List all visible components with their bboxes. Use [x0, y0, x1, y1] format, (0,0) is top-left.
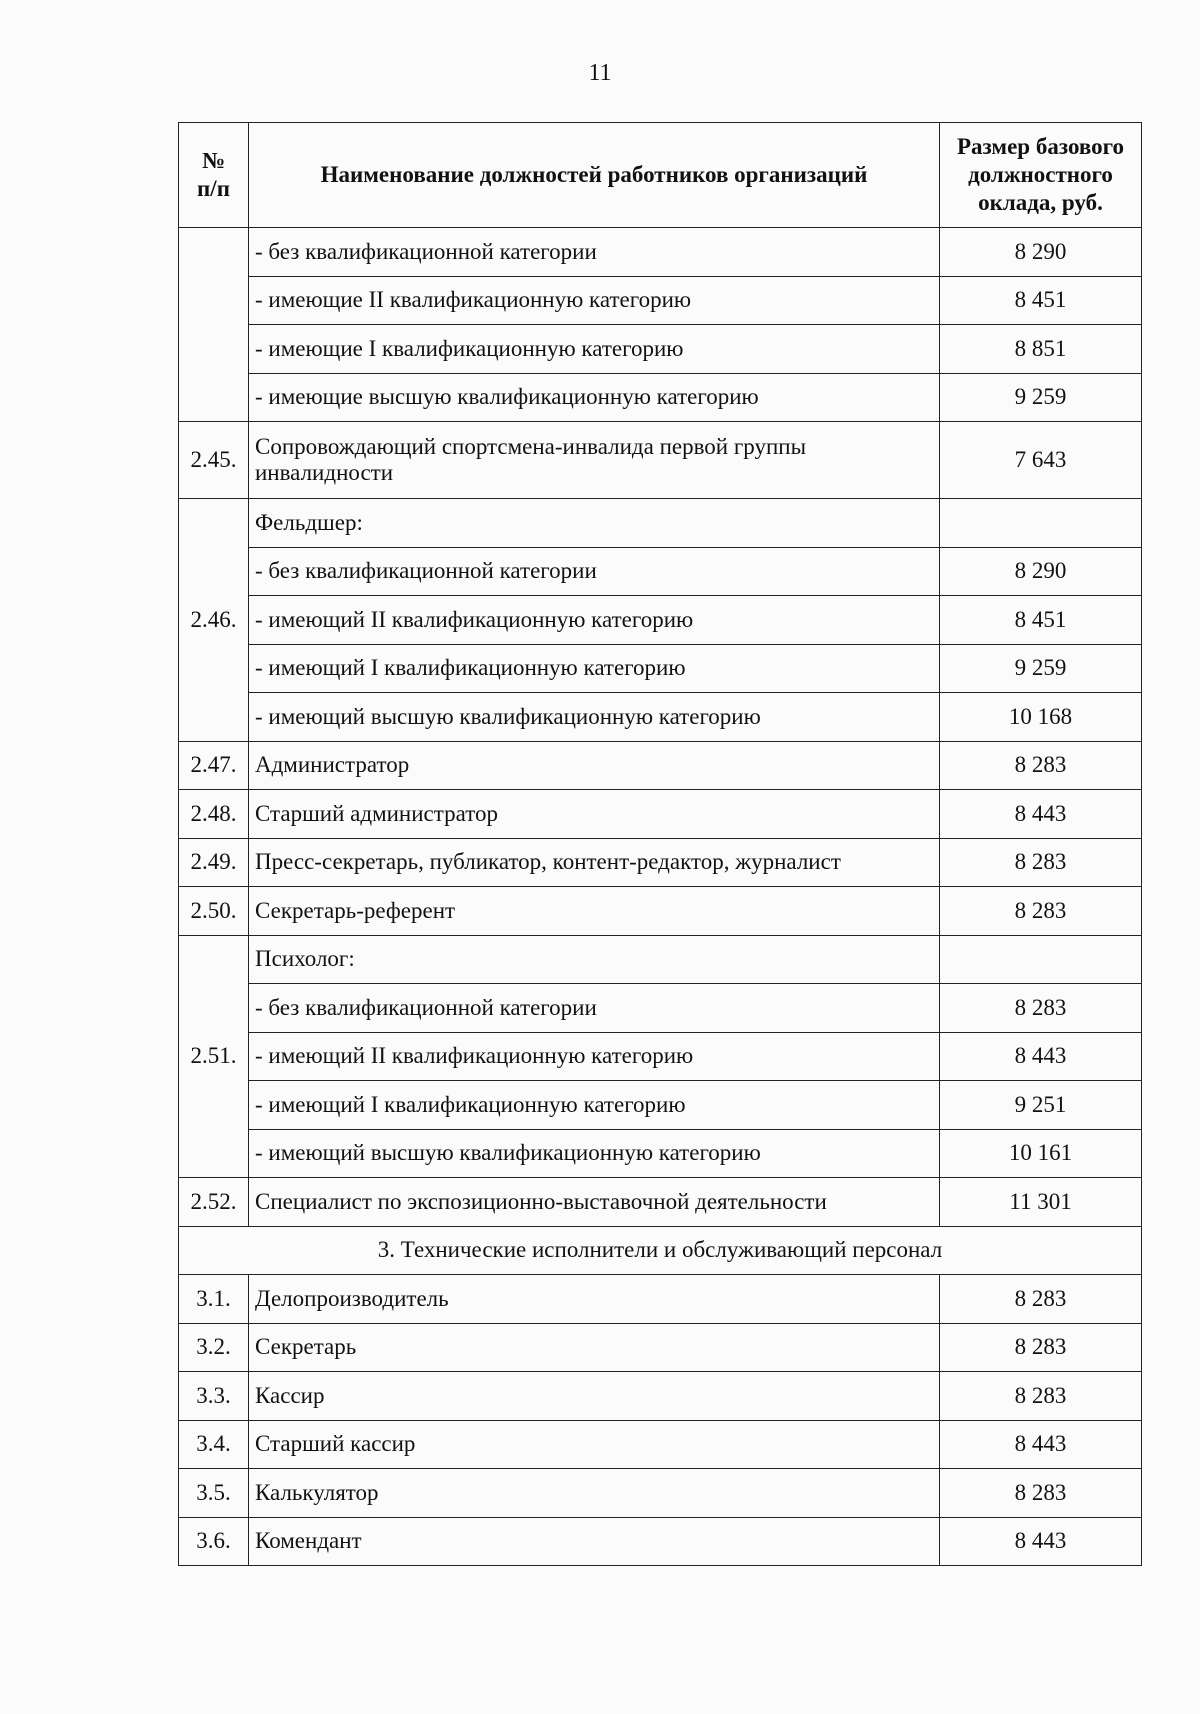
base-salary: 9 259	[940, 373, 1142, 422]
page-number: 11	[588, 60, 612, 86]
table-row	[179, 741, 1142, 790]
table-row	[179, 1178, 1142, 1227]
position-name: Комендант	[249, 1517, 940, 1566]
position-name: Психолог:	[249, 935, 940, 984]
table-row	[179, 596, 1142, 645]
row-number: 2.51.	[179, 935, 249, 1178]
table-row	[179, 1129, 1142, 1178]
base-salary: 8 283	[940, 1469, 1142, 1518]
header-position-name: Наименование должностей работников организаций	[249, 123, 940, 228]
salary-table	[178, 122, 1142, 1566]
row-number: 3.2.	[179, 1323, 249, 1372]
table-row	[179, 373, 1142, 422]
table-row	[179, 1323, 1142, 1372]
position-name: - имеющие I квалификационную категорию	[249, 325, 940, 374]
base-salary: 8 443	[940, 1032, 1142, 1081]
base-salary: 8 283	[940, 741, 1142, 790]
row-number: 2.46.	[179, 499, 249, 742]
header-num-line: п/п	[197, 176, 230, 201]
base-salary: 7 643	[940, 422, 1142, 499]
base-salary: 8 283	[940, 1323, 1142, 1372]
row-number: 3.1.	[179, 1275, 249, 1324]
table-row	[179, 887, 1142, 936]
row-number: 2.50.	[179, 887, 249, 936]
position-name: - без квалификационной категории	[249, 547, 940, 596]
table-row	[179, 1372, 1142, 1421]
base-salary	[940, 499, 1142, 548]
position-name: - имеющие II квалификационную категорию	[249, 276, 940, 325]
position-name: Кассир	[249, 1372, 940, 1421]
position-name: - имеющий II квалификационную категорию	[249, 596, 940, 645]
table-row	[179, 547, 1142, 596]
row-number: 2.48.	[179, 790, 249, 839]
table-header-row	[179, 123, 1142, 228]
section-title: 3. Технические исполнители и обслуживающий персонал	[179, 1226, 1142, 1275]
table-row	[179, 790, 1142, 839]
table-row	[179, 1032, 1142, 1081]
row-number	[179, 228, 249, 422]
position-name: - имеющий II квалификационную категорию	[249, 1032, 940, 1081]
base-salary: 10 161	[940, 1129, 1142, 1178]
row-number: 2.49.	[179, 838, 249, 887]
row-number: 2.52.	[179, 1178, 249, 1227]
table-row	[179, 228, 1142, 277]
table-row	[179, 325, 1142, 374]
position-name: Фельдшер:	[249, 499, 940, 548]
position-name: Старший кассир	[249, 1420, 940, 1469]
section-row	[179, 1226, 1142, 1275]
base-salary: 8 283	[940, 984, 1142, 1033]
base-salary: 8 443	[940, 790, 1142, 839]
position-name: - имеющие высшую квалификационную категорию	[249, 373, 940, 422]
header-num	[179, 123, 249, 228]
base-salary: 11 301	[940, 1178, 1142, 1227]
table-row	[179, 644, 1142, 693]
table-row	[179, 1420, 1142, 1469]
position-name: - без квалификационной категории	[249, 984, 940, 1033]
base-salary: 8 283	[940, 1372, 1142, 1421]
position-name: - имеющий высшую квалификационную категорию	[249, 693, 940, 742]
table-row	[179, 1517, 1142, 1566]
position-name: - имеющий I квалификационную категорию	[249, 1081, 940, 1130]
base-salary: 8 851	[940, 325, 1142, 374]
base-salary: 8 290	[940, 547, 1142, 596]
row-number: 2.47.	[179, 741, 249, 790]
position-name: - имеющий I квалификационную категорию	[249, 644, 940, 693]
position-name: Старший администратор	[249, 790, 940, 839]
base-salary: 8 283	[940, 887, 1142, 936]
base-salary: 8 290	[940, 228, 1142, 277]
position-name: Сопровождающий спортсмена-инвалида первой группы инвалидности	[249, 422, 940, 499]
position-name: - имеющий высшую квалификационную категорию	[249, 1129, 940, 1178]
position-name: Пресс-секретарь, публикатор, контент-редактор, журналист	[249, 838, 940, 887]
table-row	[179, 1081, 1142, 1130]
table-row	[179, 276, 1142, 325]
table-body	[179, 228, 1142, 1566]
base-salary: 10 168	[940, 693, 1142, 742]
table-row	[179, 499, 1142, 548]
table-row	[179, 422, 1142, 499]
table-row	[179, 1469, 1142, 1518]
table-row	[179, 1275, 1142, 1324]
base-salary	[940, 935, 1142, 984]
position-name: Секретарь-референт	[249, 887, 940, 936]
row-number: 3.5.	[179, 1469, 249, 1518]
header-num-line: №	[201, 148, 226, 173]
table-row	[179, 984, 1142, 1033]
base-salary: 8 451	[940, 596, 1142, 645]
base-salary: 9 259	[940, 644, 1142, 693]
base-salary: 8 283	[940, 838, 1142, 887]
row-number: 3.6.	[179, 1517, 249, 1566]
table-row	[179, 935, 1142, 984]
table-row	[179, 838, 1142, 887]
position-name: Калькулятор	[249, 1469, 940, 1518]
position-name: - без квалификационной категории	[249, 228, 940, 277]
base-salary: 8 451	[940, 276, 1142, 325]
row-number: 3.4.	[179, 1420, 249, 1469]
position-name: Секретарь	[249, 1323, 940, 1372]
header-base-salary: Размер базового должностного оклада, руб.	[940, 123, 1142, 228]
position-name: Делопроизводитель	[249, 1275, 940, 1324]
position-name: Специалист по экспозиционно-выставочной деятельности	[249, 1178, 940, 1227]
base-salary: 8 283	[940, 1275, 1142, 1324]
row-number: 3.3.	[179, 1372, 249, 1421]
position-name: Администратор	[249, 741, 940, 790]
base-salary: 8 443	[940, 1420, 1142, 1469]
base-salary: 8 443	[940, 1517, 1142, 1566]
table-row	[179, 693, 1142, 742]
base-salary: 9 251	[940, 1081, 1142, 1130]
row-number: 2.45.	[179, 422, 249, 499]
